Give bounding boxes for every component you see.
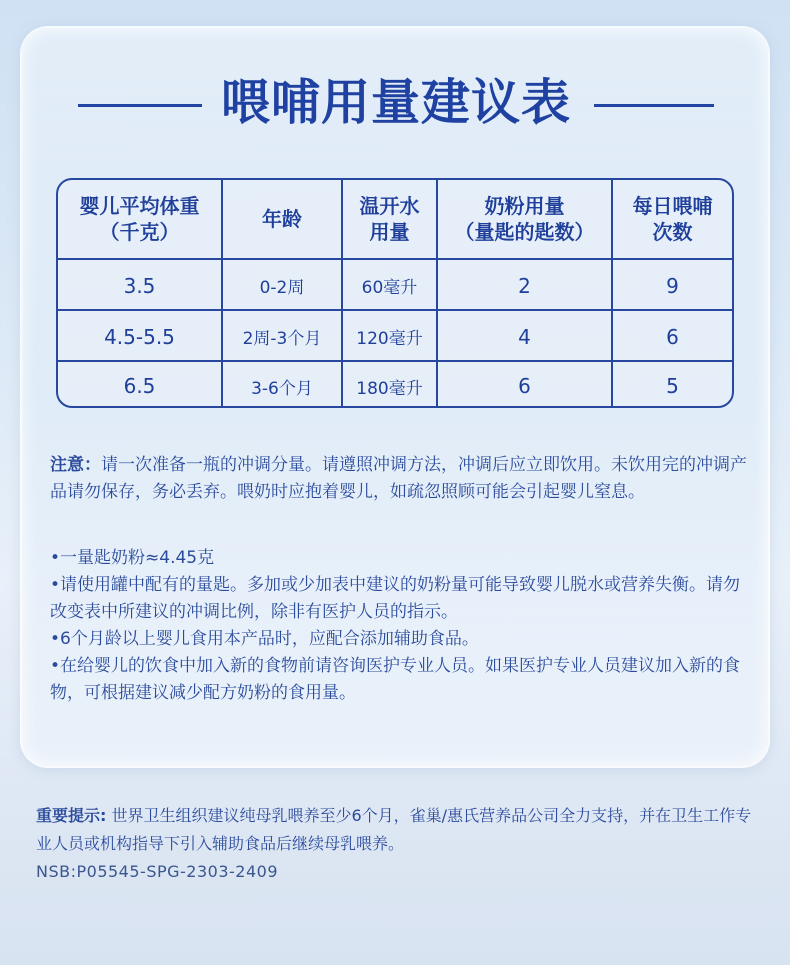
- list-item: •请使用罐中配有的量匙。多加或少加表中建议的奶粉量可能导致婴儿脱水或营养失衡。请勿改变表中所建议的冲调比例，除非有医护人员的指示。: [50, 575, 741, 622]
- cell-weight: 3.5: [123, 273, 156, 298]
- cell-age: 2周-3个月: [221, 311, 341, 362]
- list-item: •在给婴儿的饮食中加入新的食物前请咨询医护专业人员。如果医护专业人员建议加入新的食物，可根据建议减少配方奶粉的食用量。: [50, 656, 741, 703]
- notice-label: 重要提示:: [36, 806, 107, 825]
- page-title: 喂哺用量建议表: [220, 74, 571, 131]
- caution-text: 请一次准备一瓶的冲调分量。请遵照冲调方法，冲调后应立即饮用。未饮用完的冲调产品请勿保存，务必丢弃。喂奶时应抱着婴儿，如疏忽照顾可能会引起婴儿窒息。: [50, 455, 747, 502]
- cell-water: 120毫升: [341, 311, 436, 362]
- instruction-list: [50, 545, 750, 707]
- important-notice: [36, 802, 766, 886]
- title-block: [0, 68, 790, 138]
- notice-text: 世界卫生组织建议纯母乳喂养至少6个月，雀巢/惠氏营养品公司全力支持，并在卫生工作专业人员或机构指导下引入辅助食品后继续母乳喂养。: [36, 806, 752, 853]
- list-item: •6个月龄以上婴儿食用本产品时，应配合添加辅助食品。: [50, 629, 479, 649]
- header-weight: 婴儿平均体重 （千克）: [79, 194, 200, 244]
- caution-label: 注意：: [50, 455, 101, 475]
- cell-age: 0-2周: [221, 260, 341, 311]
- cell-water: 180毫升: [341, 362, 436, 408]
- cell-feedings: 5: [611, 362, 732, 408]
- feeding-table: [56, 178, 734, 408]
- header-age: 年龄: [221, 180, 341, 258]
- cell-weight: 6.5: [123, 374, 156, 398]
- title-divider-left: [78, 104, 202, 107]
- table-row: [58, 309, 732, 362]
- header-powder: 奶粉用量 （量匙的匙数）: [436, 180, 611, 258]
- cell-powder: 6: [436, 362, 611, 408]
- title-divider-right: [594, 104, 714, 107]
- table-row: [58, 360, 732, 408]
- cell-age: 3-6个月: [221, 362, 341, 408]
- table-header-row: [58, 180, 732, 258]
- cell-powder: 4: [436, 311, 611, 362]
- list-item: •一量匙奶粉≈4.45克: [50, 548, 215, 568]
- cell-feedings: 9: [611, 260, 732, 311]
- table-row: [58, 258, 732, 311]
- header-feedings: 每日喂哺 次数: [611, 180, 732, 258]
- cell-weight: 4.5-5.5: [104, 324, 175, 349]
- cell-water: 60毫升: [341, 260, 436, 311]
- product-code: NSB:P05545-SPG-2303-2409: [36, 862, 278, 881]
- header-water: 温开水 用量: [341, 180, 436, 258]
- caution-note: [50, 452, 750, 506]
- cell-feedings: 6: [611, 311, 732, 362]
- cell-powder: 2: [436, 260, 611, 311]
